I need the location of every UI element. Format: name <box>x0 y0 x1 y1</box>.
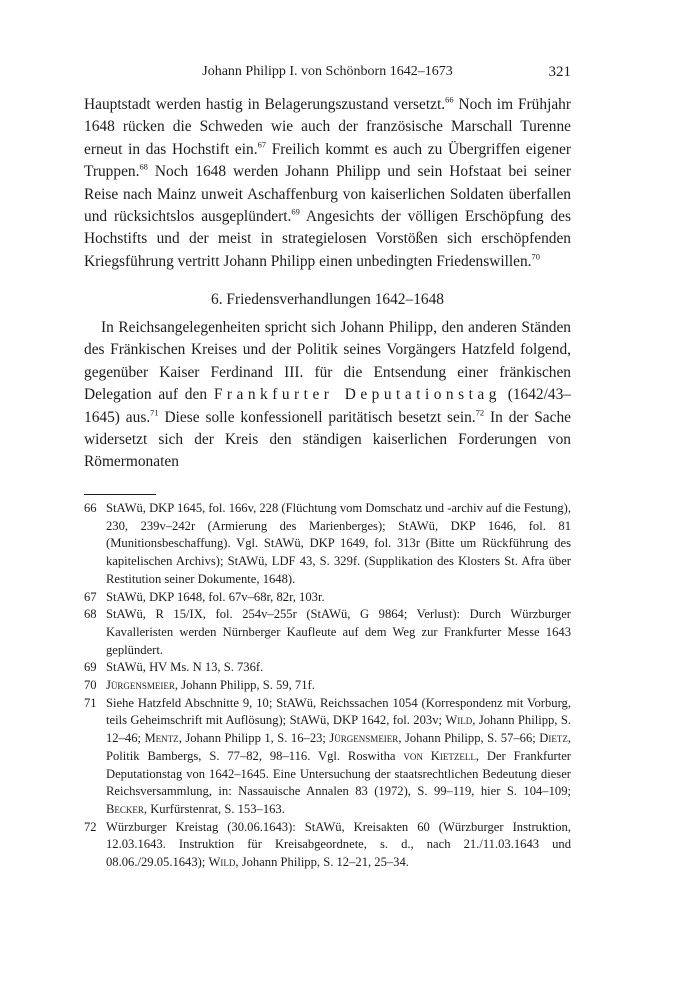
footnote-67 <box>84 589 571 607</box>
body-text: In der Sache widersetzt sich der Kreis den ständigen kaiserlichen Forderungen von Römermonaten <box>84 408 571 471</box>
footnote-text: , Johann Philipp, S. 12–46; <box>106 713 571 746</box>
body-text: Freilich kommt es auch zu Übergriffen eigener Truppen. <box>84 140 571 181</box>
footnotes <box>84 500 571 872</box>
footnote-ref[interactable]: 68 <box>139 161 148 172</box>
author-name: Jürgensmeier <box>106 678 175 693</box>
footnote-69 <box>84 659 571 677</box>
footnote-number: 72 <box>84 819 97 834</box>
footnote-ref[interactable]: 69 <box>291 206 300 217</box>
footnote-text: , Johann Philipp 1, S. 16–23; <box>178 731 330 746</box>
footnote-70 <box>84 677 571 695</box>
author-name: Wild <box>445 713 473 728</box>
footnote-text: , Johann Philipp, S. 12–21, 25–34. <box>235 855 409 870</box>
body-text: Angesichts der völligen Erschöpfung des Hochstifts und der meist in strategielosen Vorstößen sich erschöpfenden Kriegsführung vertritt Johann Philipp einen unbedingten Friedenswillen. <box>84 208 571 270</box>
footnote-text: Siehe Hatzfeld Abschnitte 9, 10; StAWü, Reichssachen 1054 (Korrespondenz mit Vorburg, teils Geheimschrift mit Auflösung); StAWü, DKP 1642, fol. 203v; <box>106 695 571 728</box>
author-name: von Kietzell <box>403 748 476 763</box>
footnote-number: 66 <box>84 501 97 515</box>
footnote-number: 69 <box>84 660 97 675</box>
footnote-separator <box>84 494 156 495</box>
footnote-ref[interactable]: 67 <box>257 139 267 150</box>
author-name: Wild <box>208 855 236 870</box>
footnote-text: , Kurfürstenrat, S. 153–163. <box>143 801 285 816</box>
body-text: (1642/43–1645) aus. <box>84 386 571 426</box>
footnote-text: StAWü, DKP 1645, fol. 166v, 228 (Flüchtung vom Domschatz und -archiv auf die Festung), 230, 239v–242r (Armierung des Marienberges); StAWü, DKP 1646, fol. 81 (Munitionsbeschaffung). Vgl. StAWü, DKP 1649, fol. 313r (Bitte um Rückführung des kapitelischen Archivs); StAWü, LDF 43, S. 329f. (Supplikation des Klosters St. Afra über Restitution seiner Dokumente, 1648). <box>106 501 572 586</box>
footnote-68 <box>84 606 571 659</box>
spaced-emphasis: Frankfurter Deputationstag <box>213 386 501 404</box>
footnote-text: Würzburger Kreistag (30.06.1643): StAWü, Kreisakten 60 (Würzburger Instruktion, 12.03.1643. Instruktion für Kreisabgeordnete, s. d., nach 21./11.03.1643 und 08.06./29.05.1643); <box>106 819 571 870</box>
footnote-72 <box>84 819 571 872</box>
body-text: Noch im Frühjahr 1648 rücken die Schweden wie auch der französische Marschall Turenne erneut in das Hochstift ein. <box>84 96 571 158</box>
footnote-ref[interactable]: 70 <box>531 251 540 262</box>
page-number: 321 <box>548 64 571 80</box>
footnote-number: 67 <box>84 589 97 604</box>
author-name: Jürgensmeier <box>329 731 399 746</box>
section-heading: 6. Friedensverhandlungen 1642–1648 <box>211 291 444 308</box>
author-name: Mentz <box>144 731 179 746</box>
footnote-number: 68 <box>84 607 97 622</box>
running-header <box>84 64 571 82</box>
footnote-ref[interactable]: 66 <box>445 94 454 105</box>
author-name: Dietz <box>539 731 568 746</box>
footnote-text: StAWü, DKP 1648, fol. 67v–68r, 82r, 103r. <box>106 589 325 604</box>
footnote-ref[interactable]: 71 <box>150 407 159 418</box>
running-title: Johann Philipp I. von Schönborn 1642–1673 <box>202 64 453 79</box>
footnote-text: , Politik Bambergs, S. 77–82, 98–116. Vgl. Roswitha <box>106 731 571 763</box>
footnote-number: 70 <box>84 678 97 693</box>
footnote-ref[interactable]: 72 <box>475 407 485 418</box>
footnote-text: StAWü, R 15/IX, fol. 254v–255r (StAWü, G 9864; Verlust): Durch Würzburger Kavalleristen werden Nürnberger Kaufleute auf dem Weg zur Frankfurter Messe 1643 geplündert. <box>106 607 571 657</box>
footnote-text: , Johann Philipp, S. 57–66; <box>398 731 540 746</box>
footnote-number: 71 <box>84 695 97 710</box>
footnote-text: , Der Frankfurter Deputationstag von 1642–1645. Eine Untersuchung der staatsrechtlichen Bedeutung dieser Reichsversammlung, in: Nassauische Annalen 83 (1972), S. 99–119, hier S. 104–109; <box>106 748 571 799</box>
body-text: In Reichsangelegenheiten spricht sich Johann Philipp, den anderen Ständen des Fränkischen Kreises und der Politik seines Vorgängers Hatzfeld folgend, gegenüber Kaiser Ferdinand III. für die Entsendung einer fränkischen Delegation auf den <box>84 319 571 404</box>
footnote-text: StAWü, HV Ms. N 13, S. 736f. <box>106 660 264 675</box>
author-name: Becker <box>106 801 144 816</box>
body-text: Diese solle konfessionell paritätisch besetzt sein. <box>158 408 476 426</box>
body-text: Hauptstadt werden hastig in Belagerungszustand versetzt. <box>84 96 446 113</box>
footnote-66 <box>84 500 571 589</box>
body-paragraph-1 <box>84 94 571 273</box>
footnote-text: , Johann Philipp, S. 59, 71f. <box>174 678 315 693</box>
footnote-71 <box>84 695 571 819</box>
body-text: Noch 1648 werden Johann Philipp und sein Hofstaat bei seiner Reise nach Mainz unweit Aschaffenburg von kaiserlichen Soldaten überfallen und rücksichtslos ausgeplündert. <box>84 163 571 226</box>
body-paragraph-2 <box>84 317 571 474</box>
